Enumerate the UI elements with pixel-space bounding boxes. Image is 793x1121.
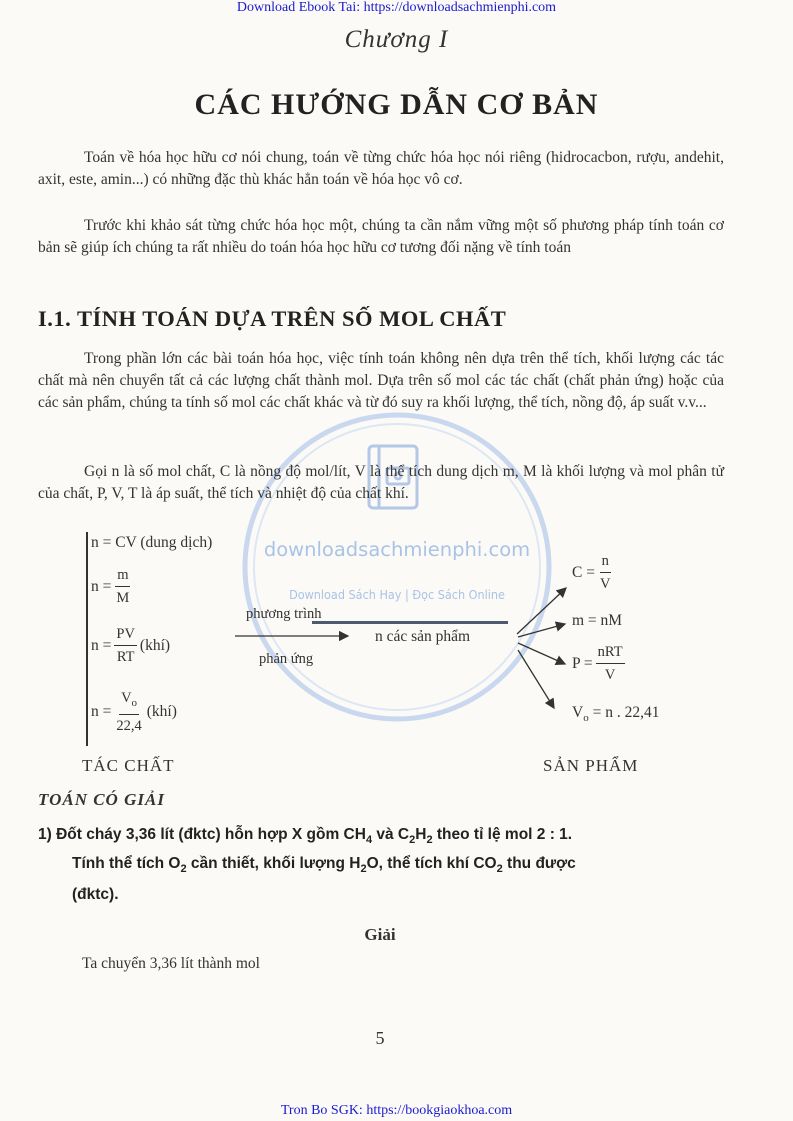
solution-heading: Giải <box>364 925 396 944</box>
solution-line-1: Ta chuyển 3,36 lít thành mol <box>82 955 260 972</box>
download-banner-link[interactable]: Download Ebook Tai: https://downloadsachmienphi.com <box>236 0 557 15</box>
page-title: CÁC HƯỚNG DẪN CƠ BẢN <box>194 88 599 121</box>
products-label: SẢN PHẨM <box>543 756 639 775</box>
reactants-label: TÁC CHẤT <box>82 756 175 775</box>
product-arrow-volume <box>518 650 554 708</box>
arrow-label-bottom: phản ứng <box>259 651 314 667</box>
products-mol-label: n các sản phẩm <box>375 628 471 645</box>
chapter-heading: Chương I <box>344 26 449 53</box>
reactant-formula-gas-pvrt: n = $\frac{PV}{RT}$ (khí) <box>91 626 171 665</box>
watermark-site: downloadsachmienphi.com <box>263 538 531 561</box>
reactant-bracket <box>86 532 88 746</box>
watermark-tagline: Download Sách Hay | Đọc Sách Online <box>289 587 505 602</box>
intro-paragraph-2: Trước khi khảo sát từng chức hóa học một, chúng ta cần nắm vững một số phương pháp tính toán cơ bản sẽ giúp ích chúng ta rất nhiều do toán hóa học hữu cơ tương đối nặng về tính toán <box>38 217 724 256</box>
worked-problems-heading: TOÁN CÓ GIẢI <box>38 790 165 809</box>
section-title: I.1. TÍNH TOÁN DỰA TRÊN SỐ MOL CHẤT <box>38 306 507 331</box>
intro-paragraph-1: Toán về hóa học hữu cơ nói chung, toán về từng chức hóa học nói riêng (hidrocacbon, rượu, andehit, axit, este, amin...) có những đặc thù khác hẳn toán về hóa học vô cơ. <box>38 149 724 188</box>
arrow-label-top: phương trình <box>246 606 322 622</box>
product-formula-volume: $V_o = n$ . 22,41 <box>572 704 660 724</box>
problem-1-line-2: Tính thể tích $O_2$ cần thiết, khối lượng $H_2O$, thể tích khí $CO_2$ thu được <box>72 855 576 875</box>
product-formula-pressure: P = $\frac{\text{nRT}}{V}$ <box>572 644 623 683</box>
reactant-formula-concentration: n = CV (dung dịch) <box>91 534 213 551</box>
problem-1-line-1: 1) Đốt cháy 3,36 lít (đktc) hỗn hợp X gồm $CH_4$ và $C_2H_2$ theo tỉ lệ mol 2 : 1. <box>38 826 573 846</box>
problem-1-line-3: (đktc). <box>72 886 119 903</box>
reactant-formula-gas-volume: n = $\frac{V_o}{22,4}$ (khí) <box>91 690 177 734</box>
section-paragraph-1: Trong phần lớn các bài toán hóa học, việc tính toán không nên dựa trên thể tích, khối lượng các tác chất mà nên chuyển tất cả các lượng chất thành mol. Dựa trên số mol các tác chất (chất phản ứng) hoặc của các sản phẩm, chúng ta tính số mol các chất khác và từ đó suy ra khối lượng, thể tích, nồng độ, áp suất v.v... <box>38 350 724 411</box>
product-formula-mass: m = nM <box>572 612 623 629</box>
footer-link[interactable]: Tron Bo SGK: https://bookgiaokhoa.com <box>280 1103 513 1118</box>
product-arrow-concentration <box>517 588 566 634</box>
reactant-formula-mass: n = $\frac{m}{M}$ <box>91 567 130 606</box>
page-number: 5 <box>375 1028 385 1048</box>
product-formula-concentration: C = $\frac{n}{V}$ <box>572 553 611 592</box>
section-paragraph-2: Gọi n là số mol chất, C là nồng độ mol/lít, V là thể tích dung dịch m, M là khối lượng và mol phân tử của chất, P, V, T là áp suất, thể tích và nhiệt độ của chất khí. <box>38 463 724 502</box>
